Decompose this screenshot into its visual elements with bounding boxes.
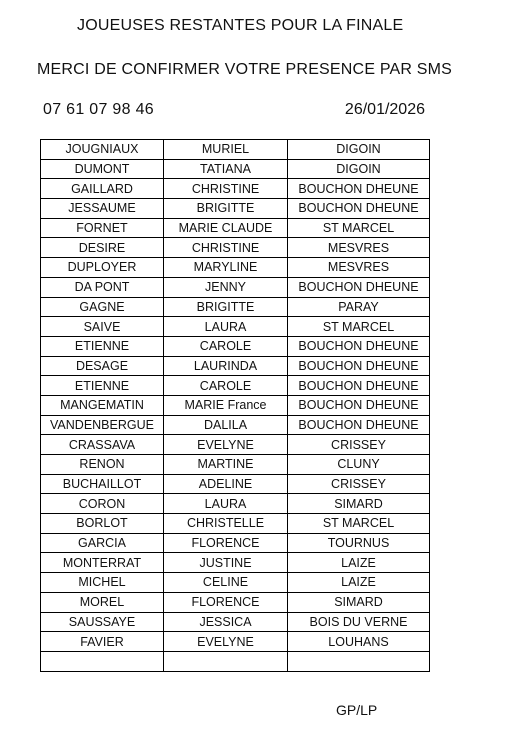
first-name-cell: CHRISTINE	[164, 179, 288, 199]
last-name-cell: GAILLARD	[41, 179, 164, 199]
table-row	[41, 199, 430, 219]
first-name-cell: MARIE France	[164, 395, 288, 415]
table-row	[41, 533, 430, 553]
last-name-cell: DESAGE	[41, 356, 164, 376]
page-subtitle: MERCI DE CONFIRMER VOTRE PRESENCE PAR SMS	[37, 61, 453, 78]
table-row	[41, 592, 430, 612]
first-name-cell: MARYLINE	[164, 258, 288, 278]
last-name-cell: DUPLOYER	[41, 258, 164, 278]
club-cell: LAIZE	[288, 553, 430, 573]
last-name-cell: MANGEMATIN	[41, 395, 164, 415]
first-name-cell: CHRISTELLE	[164, 514, 288, 534]
table-row	[41, 455, 430, 475]
document-date: 26/01/2026	[344, 101, 425, 118]
table-row	[41, 573, 430, 593]
first-name-cell: FLORENCE	[164, 592, 288, 612]
club-cell: BOUCHON DHEUNE	[288, 277, 430, 297]
club-cell: BOUCHON DHEUNE	[288, 336, 430, 356]
last-name-cell: VANDENBERGUE	[41, 415, 164, 435]
first-name-cell: CELINE	[164, 573, 288, 593]
club-cell: ST MARCEL	[288, 317, 430, 337]
last-name-cell: FAVIER	[41, 632, 164, 652]
last-name-cell: SAIVE	[41, 317, 164, 337]
first-name-cell: MARIE CLAUDE	[164, 218, 288, 238]
table-row	[41, 336, 430, 356]
club-cell: BOUCHON DHEUNE	[288, 199, 430, 219]
first-name-cell: LAURA	[164, 317, 288, 337]
first-name-cell: MURIEL	[164, 140, 288, 160]
players-table-body	[41, 140, 430, 672]
first-name-cell: BRIGITTE	[164, 199, 288, 219]
last-name-cell: FORNET	[41, 218, 164, 238]
first-name-cell: MARTINE	[164, 455, 288, 475]
table-row	[41, 238, 430, 258]
club-cell: ST MARCEL	[288, 218, 430, 238]
table-row	[41, 356, 430, 376]
first-name-cell: CHRISTINE	[164, 238, 288, 258]
table-row	[41, 651, 430, 671]
page-title: JOUEUSES RESTANTES POUR LA FINALE	[77, 17, 404, 34]
last-name-cell: BUCHAILLOT	[41, 474, 164, 494]
club-cell: SIMARD	[288, 494, 430, 514]
table-row	[41, 395, 430, 415]
first-name-cell: CAROLE	[164, 336, 288, 356]
table-row	[41, 415, 430, 435]
last-name-cell: ETIENNE	[41, 336, 164, 356]
first-name-cell: DALILA	[164, 415, 288, 435]
first-name-cell: FLORENCE	[164, 533, 288, 553]
first-name-cell: LAURINDA	[164, 356, 288, 376]
table-row	[41, 218, 430, 238]
table-row	[41, 159, 430, 179]
table-row	[41, 435, 430, 455]
last-name-cell: ETIENNE	[41, 376, 164, 396]
last-name-cell: MONTERRAT	[41, 553, 164, 573]
table-row	[41, 494, 430, 514]
club-cell: BOUCHON DHEUNE	[288, 356, 430, 376]
first-name-cell: EVELYNE	[164, 435, 288, 455]
last-name-cell: CORON	[41, 494, 164, 514]
last-name-cell: SAUSSAYE	[41, 612, 164, 632]
first-name-cell: CAROLE	[164, 376, 288, 396]
club-cell: MESVRES	[288, 238, 430, 258]
last-name-cell: JOUGNIAUX	[41, 140, 164, 160]
phone-number: 07 61 07 98 46	[43, 101, 154, 118]
first-name-cell: LAURA	[164, 494, 288, 514]
table-row	[41, 277, 430, 297]
table-row	[41, 514, 430, 534]
last-name-cell: DA PONT	[41, 277, 164, 297]
last-name-cell: JESSAUME	[41, 199, 164, 219]
first-name-cell: JUSTINE	[164, 553, 288, 573]
table-row	[41, 632, 430, 652]
last-name-cell: GARCIA	[41, 533, 164, 553]
club-cell: BOUCHON DHEUNE	[288, 376, 430, 396]
last-name-cell: RENON	[41, 455, 164, 475]
last-name-cell: BORLOT	[41, 514, 164, 534]
table-row	[41, 258, 430, 278]
table-row	[41, 179, 430, 199]
club-cell: CLUNY	[288, 455, 430, 475]
club-cell: BOUCHON DHEUNE	[288, 395, 430, 415]
club-cell: BOIS DU VERNE	[288, 612, 430, 632]
club-cell: LAIZE	[288, 573, 430, 593]
players-table	[40, 139, 430, 672]
club-cell: DIGOIN	[288, 159, 430, 179]
table-row	[41, 140, 430, 160]
club-cell	[288, 651, 430, 671]
last-name-cell: MOREL	[41, 592, 164, 612]
club-cell: CRISSEY	[288, 474, 430, 494]
first-name-cell	[164, 651, 288, 671]
last-name-cell: GAGNE	[41, 297, 164, 317]
club-cell: ST MARCEL	[288, 514, 430, 534]
table-row	[41, 612, 430, 632]
table-row	[41, 474, 430, 494]
first-name-cell: ADELINE	[164, 474, 288, 494]
club-cell: SIMARD	[288, 592, 430, 612]
club-cell: BOUCHON DHEUNE	[288, 415, 430, 435]
last-name-cell: DESIRE	[41, 238, 164, 258]
first-name-cell: JESSICA	[164, 612, 288, 632]
club-cell: TOURNUS	[288, 533, 430, 553]
table-row	[41, 317, 430, 337]
table-row	[41, 376, 430, 396]
last-name-cell	[41, 651, 164, 671]
table-row	[41, 553, 430, 573]
club-cell: PARAY	[288, 297, 430, 317]
club-cell: LOUHANS	[288, 632, 430, 652]
first-name-cell: BRIGITTE	[164, 297, 288, 317]
club-cell: DIGOIN	[288, 140, 430, 160]
club-cell: MESVRES	[288, 258, 430, 278]
club-cell: BOUCHON DHEUNE	[288, 179, 430, 199]
signature-initials: GP/LP	[336, 702, 378, 718]
last-name-cell: CRASSAVA	[41, 435, 164, 455]
first-name-cell: JENNY	[164, 277, 288, 297]
first-name-cell: EVELYNE	[164, 632, 288, 652]
last-name-cell: MICHEL	[41, 573, 164, 593]
first-name-cell: TATIANA	[164, 159, 288, 179]
club-cell: CRISSEY	[288, 435, 430, 455]
last-name-cell: DUMONT	[41, 159, 164, 179]
table-row	[41, 297, 430, 317]
